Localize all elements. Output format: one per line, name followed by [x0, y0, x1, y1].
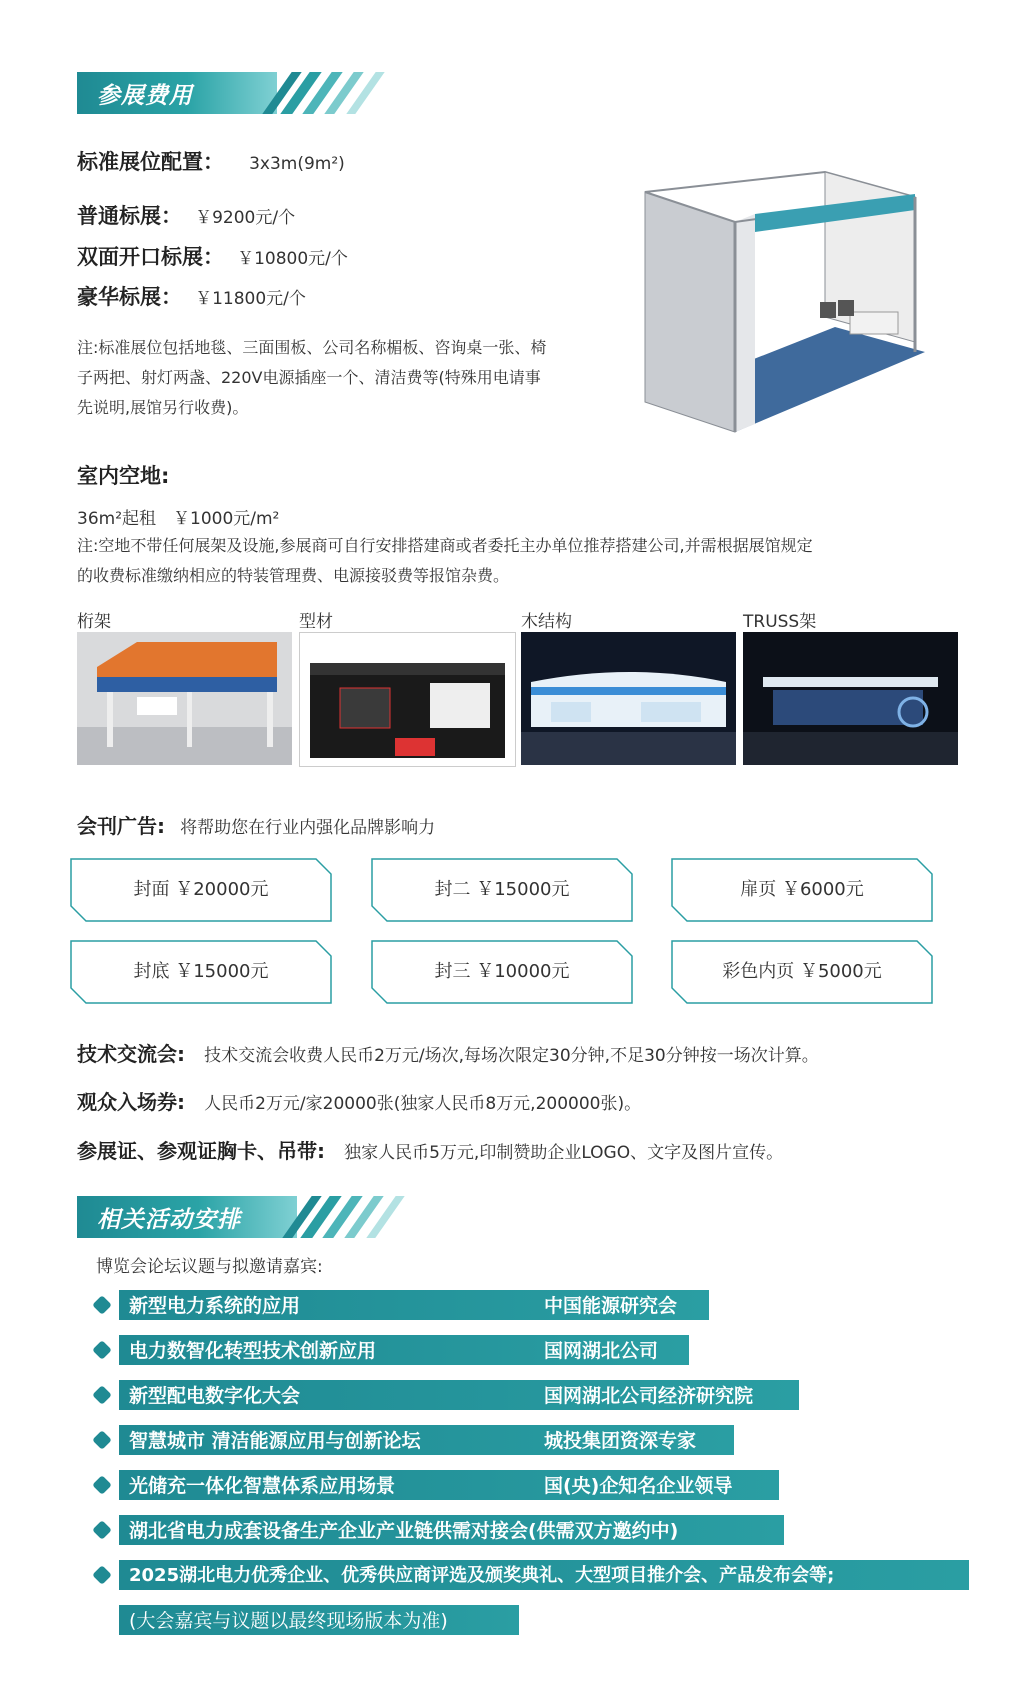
section-title: 参展费用 — [97, 83, 193, 109]
forum-footnote: (大会嘉宾与议题以最终现场版本为准) — [129, 1610, 448, 1632]
ad-option: 扉页 ￥6000元 — [671, 858, 933, 922]
section-banner-fees — [77, 72, 387, 114]
tickets-row: 观众入场券: 人民币2万元/家20000张(独家人民币8万元,200000张)。 — [77, 1090, 642, 1114]
price-row: 双面开口标展： ￥10800元/个 — [77, 245, 348, 269]
standard-booth-label: 标准展位配置： — [77, 150, 224, 174]
ad-option: 封二 ￥15000元 — [371, 858, 633, 922]
type-caption: 桁架 — [77, 612, 111, 632]
wood-booth-image — [521, 632, 736, 765]
indoor-space-price: 36m²起租 ￥1000元/m² — [77, 509, 280, 529]
standard-booth-size: 3x3m(9m²) — [249, 154, 345, 174]
ad-option: 封底 ￥15000元 — [70, 940, 332, 1004]
tech-meeting-row: 技术交流会: 技术交流会收费人民币2万元/场次,每场次限定30分钟,不足30分钟按一场次计算。 — [77, 1042, 819, 1066]
price-row: 豪华标展： ￥11800元/个 — [77, 285, 306, 309]
ad-option: 封三 ￥10000元 — [371, 940, 633, 1004]
price-row: 普通标展： ￥9200元/个 — [77, 204, 296, 228]
bullet-icon — [92, 1430, 112, 1450]
indoor-space-note: 注:空地不带任何展架及设施,参展商可自行安排搭建商或者委托主办单位推荐搭建公司,并需根据展馆规定 的收费标准缴纳相应的特装管理费、电源接驳费等报馆杂费。 — [77, 536, 813, 585]
forum-intro: 博览会论坛议题与拟邀请嘉宾: — [96, 1257, 323, 1277]
bullet-icon — [92, 1340, 112, 1360]
type-caption: 木结构 — [521, 612, 572, 632]
bullet-icon — [92, 1565, 112, 1585]
type-caption: 型材 — [299, 612, 333, 632]
truss-frame-booth-image — [743, 632, 958, 765]
bullet-icon — [92, 1385, 112, 1405]
bullet-icon — [92, 1520, 112, 1540]
ads-row — [77, 810, 435, 839]
standard-booth-image — [625, 152, 955, 437]
ad-option: 封面 ￥20000元 — [70, 858, 332, 922]
bullet-icon — [92, 1475, 112, 1495]
badges-row: 参展证、参观证胸卡、吊带: 独家人民币5万元,印制赞助企业LOGO、文字及图片宣传。 — [77, 1139, 784, 1163]
indoor-space-label: 室内空地: — [77, 464, 170, 488]
standard-booth-row — [77, 146, 345, 176]
truss-booth-image — [77, 632, 292, 765]
type-caption: TRUSS架 — [743, 612, 817, 632]
section-banner-activities — [77, 1196, 417, 1238]
profile-booth-image — [299, 632, 516, 767]
ads-label: 会刊广告: — [77, 814, 165, 838]
ad-option: 彩色内页 ￥5000元 — [671, 940, 933, 1004]
section-title: 相关活动安排 — [97, 1207, 241, 1233]
bullet-icon — [92, 1295, 112, 1315]
ads-desc: 将帮助您在行业内强化品牌影响力 — [180, 818, 436, 838]
standard-booth-note: 注:标准展位包括地毯、三面围板、公司名称楣板、咨询桌一张、椅 子两把、射灯两盏、220V电源插座一个、清洁费等(特殊用电请事 先说明,展馆另行收费)。 — [77, 338, 547, 417]
